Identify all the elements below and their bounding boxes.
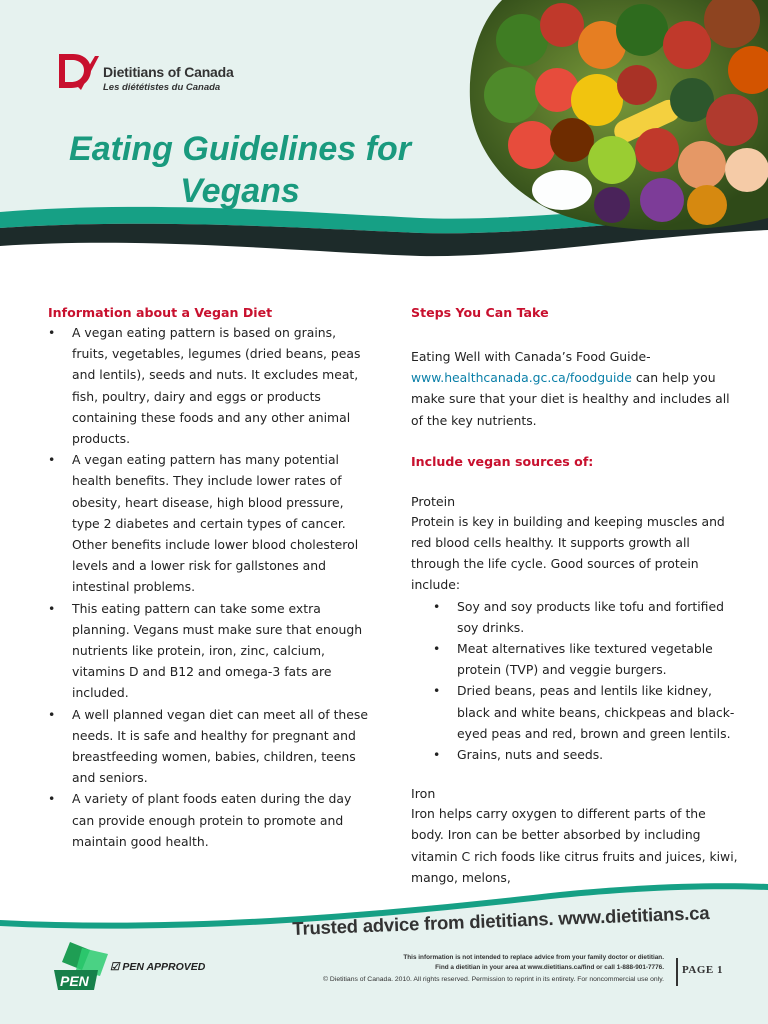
page-number-label: PAGE 1 — [682, 964, 723, 976]
list-item — [48, 704, 370, 789]
list-item-text: A variety of plant foods eaten during the day can provide enough protein to promote and maintain good health. — [72, 791, 352, 849]
pen-logo-icon — [52, 940, 112, 992]
bullet-icon: • — [433, 598, 441, 614]
list-item-text: This eating pattern can take some extra planning. Vegans must make sure that enough nutrients like protein, iron, zinc, calcium, vitamins D and B12 and omega-3 fats are included. — [72, 600, 363, 701]
bullet-icon: • — [48, 600, 56, 616]
food-guide-link[interactable]: www.healthcanada.gc.ca/foodguide — [411, 370, 632, 386]
bullet-icon: • — [48, 452, 56, 468]
iron-heading: Iron — [411, 786, 436, 802]
left-column — [48, 304, 370, 852]
protein-heading: Protein — [411, 493, 456, 509]
footer-disclaimer-1: This information is not intended to replace advice from your family doctor or dietitian. — [403, 954, 664, 961]
title-line-2: Vegans — [180, 172, 300, 210]
food-guide-text: Eating Well with Canada’s Food Guide- — [411, 349, 651, 364]
vegetables-photo — [462, 0, 768, 232]
iron-paragraph: Iron helps carry oxygen to different parts of the body. Iron can be better absorbed by including vitamin C rich foods like citrus fruits and juices, kiwi, mango, melons, — [411, 806, 738, 885]
steps-heading: Steps You Can Take — [411, 305, 549, 320]
list-item — [411, 680, 741, 744]
bullet-icon: • — [433, 641, 441, 657]
page-number — [676, 958, 728, 986]
protein-paragraph: Protein is key in building and keeping muscles and red blood cells healthy. It supports growth all through the life cycle. Good sources of protein include: — [411, 513, 725, 593]
food-guide-paragraph — [411, 346, 741, 431]
list-item — [411, 744, 741, 765]
right-column — [411, 304, 741, 888]
food-guide-text-after: can help you make sure that your diet is healthy and includes all of the key nutrients. — [411, 370, 730, 428]
title-line-1: Eating Guidelines for — [69, 130, 411, 168]
bullet-icon: • — [433, 683, 441, 699]
list-item-text: Grains, nuts and seeds. — [457, 747, 604, 763]
list-item-text: Meat alternatives like textured vegetable protein (TVP) and veggie burgers. — [457, 641, 713, 678]
logo-subtitle: Les diététistes du Canada — [103, 82, 221, 93]
list-item-text: Dried beans, peas and lentils like kidney, black and white beans, chickpeas and black-eyed peas and red, brown and green lentils. — [457, 683, 735, 741]
list-item-text: Soy and soy products like tofu and fortified soy drinks. — [457, 598, 724, 635]
list-item — [48, 788, 370, 852]
protein-list — [411, 596, 741, 766]
bullet-icon: • — [48, 706, 56, 722]
dietitians-of-canada-logo — [55, 50, 255, 100]
list-item — [48, 322, 370, 449]
vegan-diet-heading: Information about a Vegan Diet — [48, 305, 273, 320]
bullet-icon: • — [48, 791, 56, 807]
list-item — [411, 638, 741, 680]
page-title — [40, 128, 440, 212]
list-item — [411, 596, 741, 638]
list-item — [48, 449, 370, 597]
logo-name: Dietitians of Canada — [103, 64, 234, 80]
pen-logo-text: PEN — [60, 973, 89, 989]
footer-disclaimer-2: Find a dietitian in your area at www.dietitians.ca/find or call 1-888-901-7776. — [435, 964, 664, 971]
list-item-text: A vegan eating pattern is based on grains, fruits, vegetables, legumes (dried beans, peas and lentils), seeds and nuts. It excludes meat, fish, poultry, dairy and eggs or products containing these foods and any other animal products. — [72, 325, 361, 447]
list-item-text: A vegan eating pattern has many potential health benefits. They include lower rates of obesity, heart disease, high blood pressure, type 2 diabetes and certain types of cancer. Other benefits include lower blood cholesterol levels and a lower risk for gallstones and intestinal problems. — [72, 452, 359, 595]
list-item-text: A well planned vegan diet can meet all of these needs. It is safe and healthy for pregnant and breastfeeding women, babies, children, teens and seniors. — [72, 706, 368, 786]
include-heading: Include vegan sources of: — [411, 453, 594, 469]
doc-logo-mark-icon — [55, 50, 99, 92]
list-item — [48, 598, 370, 704]
footer-tagline: Trusted advice from dietitians. www.dietitians.ca — [292, 901, 710, 939]
vegan-diet-list — [48, 322, 370, 852]
footer-band — [0, 880, 768, 1024]
bullet-icon: • — [48, 325, 56, 340]
pen-approved-label: ☑ PEN APPROVED — [110, 961, 206, 973]
bullet-icon: • — [433, 747, 441, 763]
footer-copyright: © Dietitians of Canada. 2010. All rights reserved. Permission to reprint in its entirety. For noncommercial use only. — [323, 976, 664, 983]
